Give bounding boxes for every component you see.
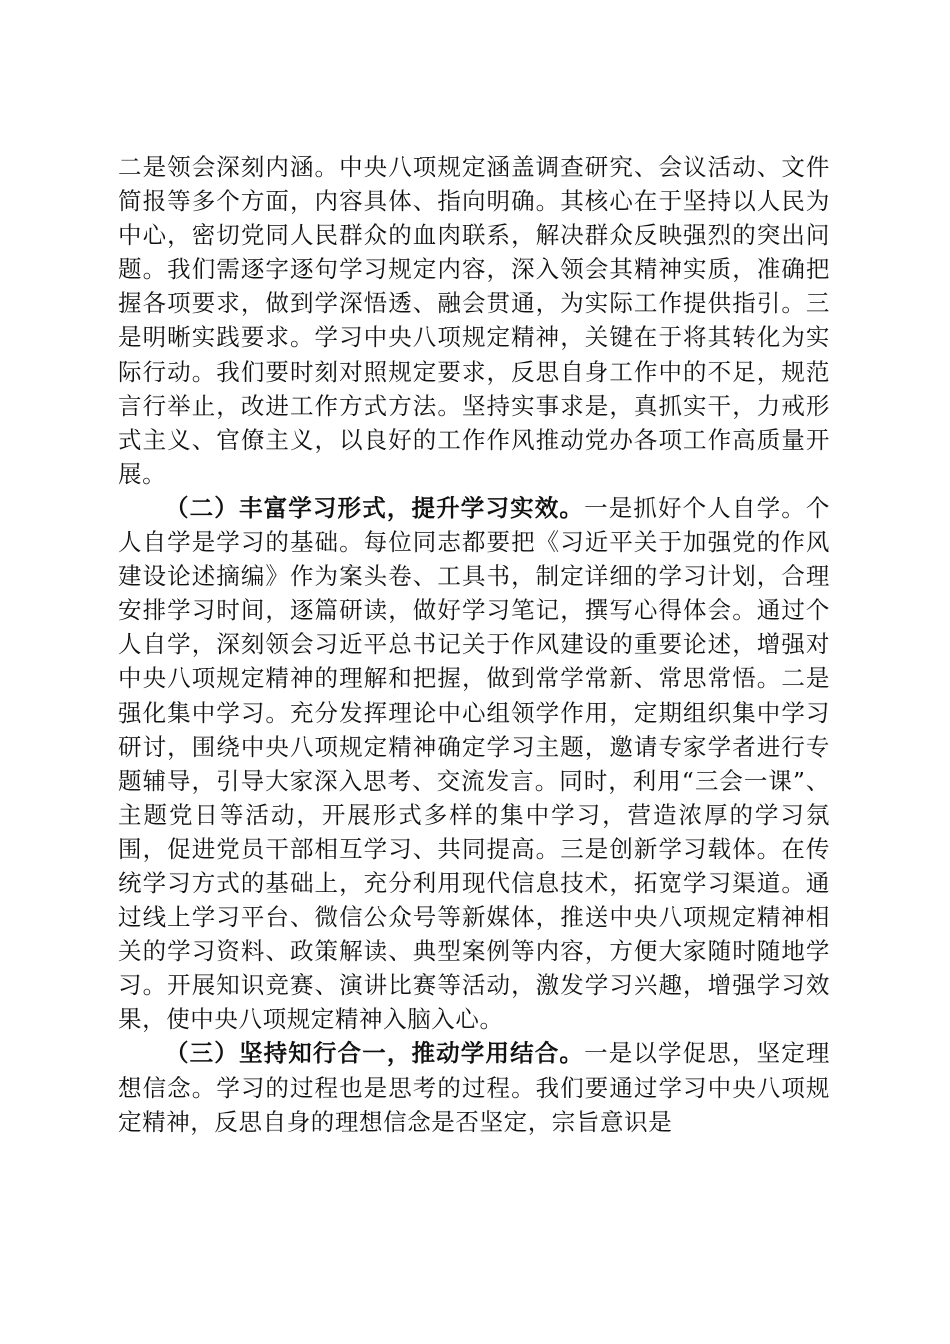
paragraph-1 <box>118 150 830 491</box>
paragraph-1-body: 二是领会深刻内涵。中央八项规定涵盖调查研究、会议活动、文件简报等多个方面，内容具体、指向明确。其核心在于坚持以人民为中心，密切党同人民群众的血肉联系，解决群众反映强烈的突出问题。我们需逐字逐句学习规定内容，深入领会其精神实质，准确把握各项要求，做到学深悟透、融会贯通，为实际工作提供指引。三是明晰实践要求。学习中央八项规定精神，关键在于将其转化为实际行动。我们要时刻对照规定要求，反思自身工作中的不足，规范言行举止，改进工作方式方法。坚持实事求是，真抓实干，力戒形式主义、官僚主义，以良好的工作作风推动党办各项工作高质量开展。 <box>118 153 830 488</box>
section-heading-2: （二）丰富学习形式，提升学习实效。 <box>165 493 585 522</box>
section-heading-3: （三）坚持知行合一，推动学用结合。 <box>165 1039 585 1068</box>
paragraph-2 <box>118 491 830 1037</box>
paragraph-3-body: 一是以学促思，坚定理想信念。学习的过程也是思考的过程。我们要通过学习中央八项规定精神，反思自身的理想信念是否坚定，宗旨意识是 <box>118 1039 831 1136</box>
document-page <box>118 150 830 1139</box>
paragraph-2-body: 一是抓好个人自学。个人自学是学习的基础。每位同志都要把《习近平关于加强党的作风建设论述摘编》作为案头卷、工具书，制定详细的学习计划，合理安排学习时间，逐篇研读，做好学习笔记，撰写心得体会。通过个人自学，深刻领会习近平总书记关于作风建设的重要论述，增强对中央八项规定精神的理解和把握，做到常学常新、常思常悟。二是强化集中学习。充分发挥理论中心组领学作用，定期组织集中学习研讨，围绕中央八项规定精神确定学习主题，邀请专家学者进行专题辅导，引导大家深入思考、交流发言。同时，利用“三会一课”、主题党日等活动，开展形式多样的集中学习，营造浓厚的学习氛围，促进党员干部相互学习、共同提高。三是创新学习载体。在传统学习方式的基础上，充分利用现代信息技术，拓宽学习渠道。通过线上学习平台、微信公众号等新媒体，推送中央八项规定精神相关的学习资料、政策解读、典型案例等内容，方便大家随时随地学习。开展知识竞赛、演讲比赛等活动，激发学习兴趣，增强学习效果，使中央八项规定精神入脑入心。 <box>118 493 831 1034</box>
paragraph-3 <box>118 1036 830 1138</box>
